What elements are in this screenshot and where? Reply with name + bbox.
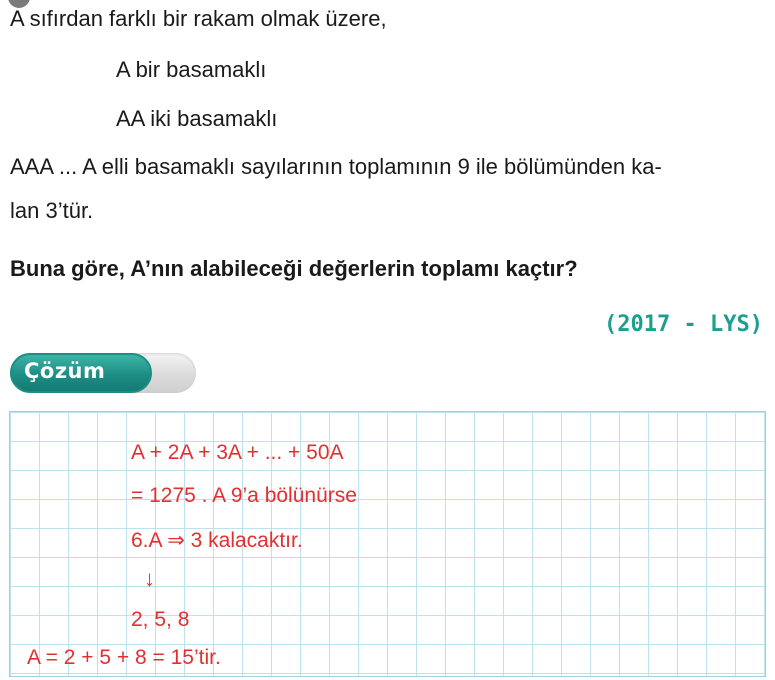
down-arrow-icon: ↓: [144, 566, 155, 591]
solution-step-1: A + 2A + 3A + ... + 50A: [131, 441, 344, 464]
problem-line-4: AAA ... A elli basamaklı sayılarının toplamının 9 ile bölümünden ka-: [10, 154, 662, 179]
solution-step-4: 2, 5, 8: [131, 608, 190, 631]
problem-line-3: AA iki basamaklı: [116, 106, 278, 131]
problem-line-5: lan 3’tür.: [10, 198, 94, 223]
solution-step-3: 6.A ⇒ 3 kalacaktır.: [131, 529, 303, 552]
solution-grid: [9, 411, 766, 677]
solution-step-2: = 1275 . A 9’a bölünürse: [131, 484, 357, 507]
problem-line-2: A bir basamaklı: [116, 57, 267, 82]
solution-result: A = 2 + 5 + 8 = 15’tir.: [27, 646, 221, 669]
exam-source: (2017 - LYS): [604, 312, 763, 337]
solution-tag: [10, 353, 196, 393]
question-text: Buna göre, A’nın alabileceği değerlerin toplamı kaçtır?: [10, 256, 578, 281]
problem-line-1: A sıfırdan farklı bir rakam olmak üzere,: [10, 6, 387, 31]
solution-tag-label: Çözüm: [24, 359, 106, 383]
